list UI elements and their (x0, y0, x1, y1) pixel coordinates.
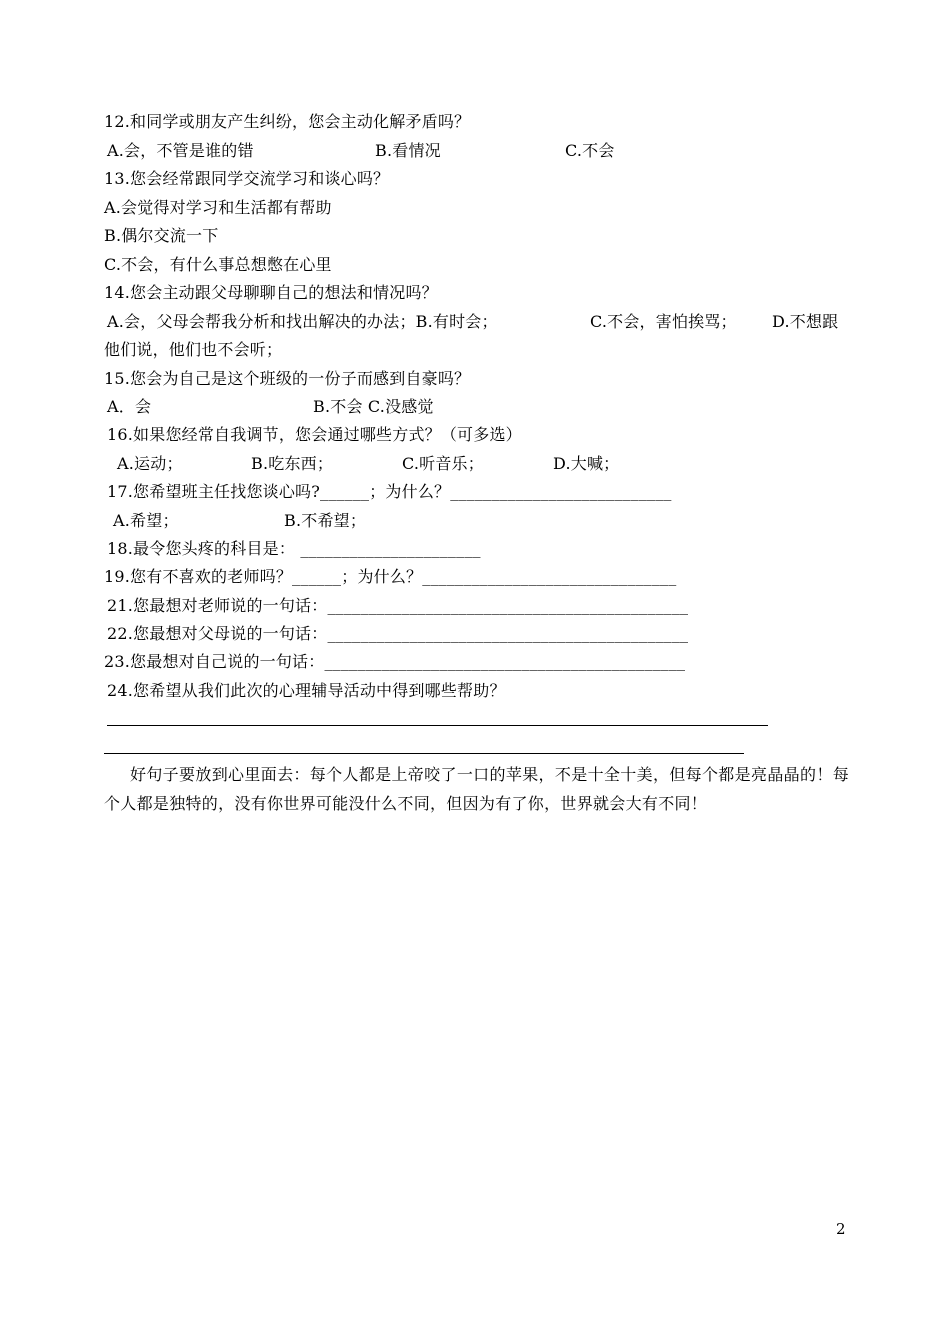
question-15: 15.您会为自己是这个班级的一份子而感到自豪吗？ (104, 369, 471, 388)
answer-line-2 (104, 753, 744, 754)
q16-option-b: B.吃东西； (251, 454, 334, 473)
q14-option-ab: A.会，父母会帮我分析和找出解决的办法；B.有时会； (107, 312, 498, 331)
question-17: 17.您希望班主任找您谈心吗?______；为什么？___________________________ (107, 482, 672, 501)
q15-option-bc: B.不会 C.没感觉 (313, 397, 434, 416)
q16-option-d: D.大喊； (553, 454, 620, 473)
question-21: 21.您最想对老师说的一句话：____________________________________________ (107, 596, 689, 615)
question-13: 13.您会经常跟同学交流学习和谈心吗？ (104, 169, 390, 188)
q14-option-c: C.不会，害怕挨骂； (590, 312, 737, 331)
answer-line-1 (107, 725, 768, 726)
question-14: 14.您会主动跟父母聊聊自己的想法和情况吗？ (104, 283, 438, 302)
q15-option-a: A．会 (107, 397, 152, 416)
q12-option-a: A.会，不管是谁的错 (107, 141, 254, 160)
q16-option-c: C.听音乐； (402, 454, 484, 473)
q14-option-d-continued: 他们说，他们也不会听； (104, 340, 283, 359)
page-number: 2 (836, 1220, 846, 1238)
q13-option-b: B.偶尔交流一下 (104, 226, 219, 245)
q13-option-c: C.不会，有什么事总想憋在心里 (104, 255, 332, 274)
question-12: 12.和同学或朋友产生纠纷，您会主动化解矛盾吗？ (104, 112, 471, 131)
q16-option-a: A.运动； (117, 454, 183, 473)
question-16: 16.如果您经常自我调节，您会通过哪些方式？（可多选） (107, 425, 522, 444)
closing-paragraph: 好句子要放到心里面去：每个人都是上帝咬了一口的苹果，不是十全十美，但每个都是亮晶晶的！每个人都是独特的，没有你世界可能没什么不同，但因为有了你，世界就会大有不同！ (104, 765, 849, 813)
question-18: 18.最令您头疼的科目是： ______________________ (107, 539, 481, 558)
q17-option-b: B.不希望； (284, 511, 367, 530)
q12-option-b: B.看情况 (375, 141, 441, 160)
question-23: 23.您最想对自己说的一句话：____________________________________________ (104, 652, 686, 671)
q14-option-d: D.不想跟 (772, 312, 839, 331)
question-24: 24.您希望从我们此次的心理辅导活动中得到哪些帮助？ (107, 681, 506, 700)
question-22: 22.您最想对父母说的一句话：____________________________________________ (107, 624, 689, 643)
q13-option-a: A.会觉得对学习和生活都有帮助 (104, 198, 332, 217)
q17-option-a: A.希望； (113, 511, 179, 530)
question-19: 19.您有不喜欢的老师吗？______；为什么？_______________________________ (104, 567, 677, 586)
q12-option-c: C.不会 (565, 141, 615, 160)
